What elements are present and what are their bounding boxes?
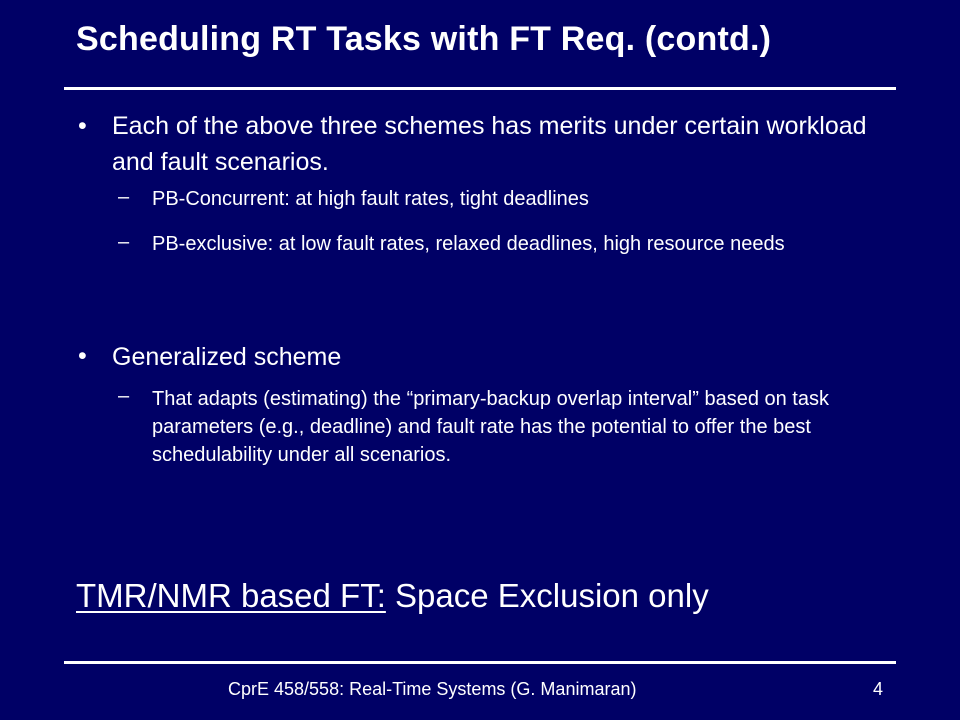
footer-divider [64, 661, 896, 664]
bullet-marker: • [78, 112, 87, 140]
sub-bullet-marker: – [118, 385, 130, 407]
sub-bullet-text: PB-exclusive: at low fault rates, relaxed deadlines, high resource needs [152, 233, 785, 255]
sub-bullet-text: PB-Concurrent: at high fault rates, tight deadlines [152, 188, 589, 210]
slide-title: Scheduling RT Tasks with FT Req. (contd.) [76, 20, 772, 58]
sub-bullet-marker: – [118, 231, 130, 253]
tmr-nmr-statement [76, 577, 709, 615]
tmr-nmr-label: TMR/NMR based FT: [76, 577, 386, 614]
bullet-marker: • [78, 342, 87, 370]
sub-bullet-marker: – [118, 186, 130, 208]
bullet-text: Each of the above three schemes has merits under certain workload and fault scenarios. [112, 112, 867, 176]
sub-bullet-text: That adapts (estimating) the “primary-backup overlap interval” based on task parameters (e.g., deadline) and fault rate has the potential to offer the best schedulability under all scenarios. [152, 388, 829, 466]
title-divider [64, 87, 896, 90]
tmr-nmr-description: Space Exclusion only [385, 577, 709, 614]
bullet-text: Generalized scheme [112, 343, 342, 371]
page-number: 4 [873, 679, 884, 699]
footer-course: CprE 458/558: Real-Time Systems (G. Manimaran) [228, 679, 637, 699]
